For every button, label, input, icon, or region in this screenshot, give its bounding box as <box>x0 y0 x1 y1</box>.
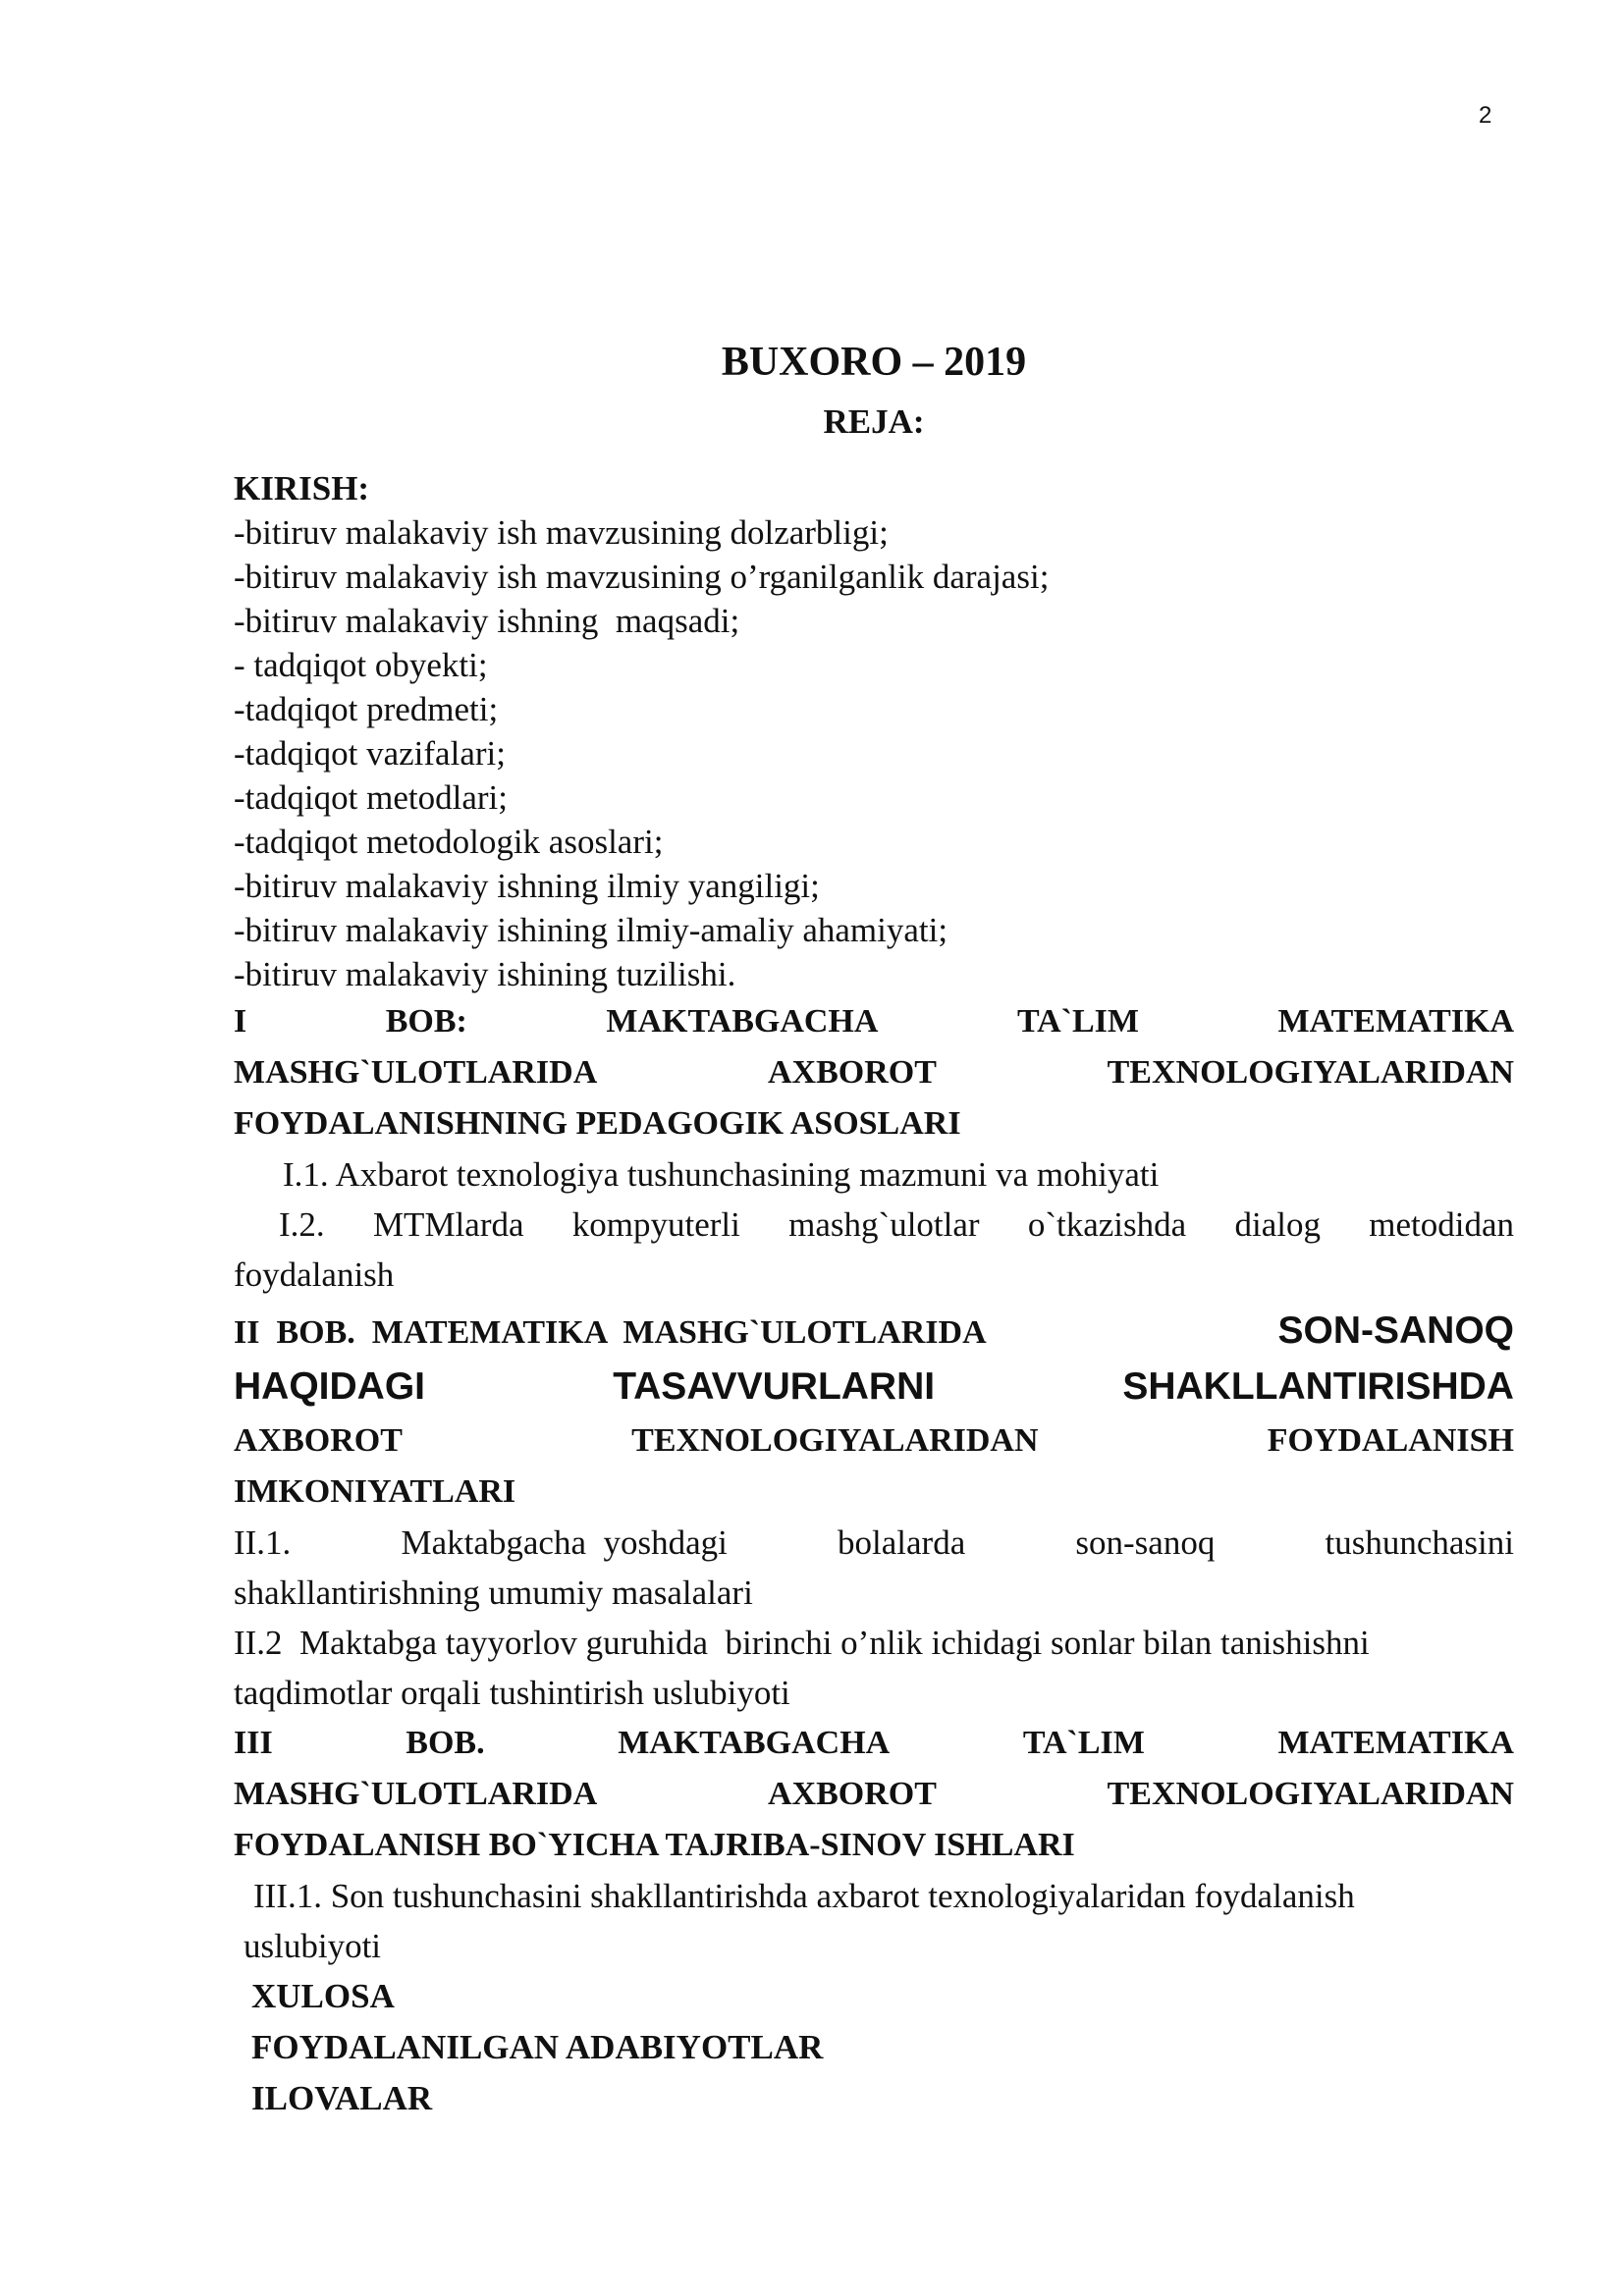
intro-item: -tadqiqot predmeti; <box>234 690 499 728</box>
chapter-2-word: FOYDALANISH <box>1267 1422 1514 1459</box>
section-3-1-text: III.1. Son tushunchasini shakllantirishda axbarot texnologiyalaridan foydalanish <box>253 1877 1355 1915</box>
page-number: 2 <box>1479 102 1492 129</box>
section-1-2-text: foydalanish <box>234 1255 395 1294</box>
intro-item: -tadqiqot metodologik asoslari; <box>234 823 664 861</box>
section-2-1-word: Maktabgacha yoshdagi <box>401 1523 728 1562</box>
section-2-1-text: shakllantirishning umumiy masalalari <box>234 1574 753 1612</box>
appendices-heading: ILOVALAR <box>251 2079 433 2117</box>
chapter-2-word: HAQIDAGI <box>234 1365 425 1408</box>
intro-item: -tadqiqot metodlari; <box>234 778 508 817</box>
section-1-2-word: mashg`ulotlar <box>788 1205 980 1244</box>
chapter-1-word: MASHG`ULOTLARIDA <box>234 1054 598 1091</box>
section-1-2-word: o`tkazishda <box>1027 1205 1187 1244</box>
chapter-1-line: FOYDALANISHNING PEDAGOGIK ASOSLARI <box>234 1105 961 1142</box>
section-2-1-word: son-sanoq <box>1075 1523 1216 1562</box>
chapter-3-word: III <box>234 1725 273 1761</box>
section-1-1-text: I.1. Axbarot texnologiya tushunchasining mazmuni va mohiyati <box>283 1155 1160 1194</box>
intro-item: -bitiruv malakaviy ish mavzusining dolzarbligi; <box>234 513 889 552</box>
intro-item: -bitiruv malakaviy ishining tuzilishi. <box>234 955 736 993</box>
table-of-contents <box>234 466 1514 2124</box>
section-1-2-word: metodidan <box>1369 1205 1514 1244</box>
intro-item: - tadqiqot obyekti; <box>234 646 488 684</box>
chapter-2-word: TASAVVURLARNI <box>613 1365 936 1408</box>
city-year: BUXORO – 2019 <box>721 340 1027 385</box>
chapter-1-word: I <box>234 1003 247 1040</box>
chapter-2-word: II BOB. MATEMATIKA MASHG`ULOTLARIDA <box>234 1314 987 1351</box>
section-1-2 <box>234 1200 1514 1300</box>
chapter-1-heading <box>234 996 1514 1149</box>
chapter-2-word: AXBOROT <box>234 1422 403 1459</box>
intro-item: -bitiruv malakaviy ishning maqsadi; <box>234 602 740 640</box>
chapter-3-heading <box>234 1718 1514 1871</box>
section-3-1-text: uslubiyoti <box>244 1927 382 1965</box>
chapter-3-word: MAKTABGACHA <box>618 1725 891 1761</box>
section-2-1 <box>234 1518 1514 1618</box>
chapter-1-word: TEXNOLOGIYALARIDAN <box>1107 1054 1514 1091</box>
chapter-2-word: SON-SANOQ <box>1277 1309 1514 1352</box>
conclusion-heading: XULOSA <box>251 1977 395 2015</box>
chapter-2-word: TEXNOLOGIYALARIDAN <box>631 1422 1039 1459</box>
intro-item: -bitiruv malakaviy ish mavzusining o’rganilganlik darajasi; <box>234 558 1050 596</box>
intro-heading: KIRISH: <box>234 469 370 507</box>
intro-item: -tadqiqot vazifalari; <box>234 734 506 773</box>
section-2-2 <box>234 1618 1514 1718</box>
chapter-3-word: TEXNOLOGIYALARIDAN <box>1107 1776 1514 1812</box>
section-1-2-word: I.2. <box>279 1205 325 1244</box>
chapter-2-line: IMKONIYATLARI <box>234 1473 516 1510</box>
references-heading: FOYDALANILGAN ADABIYOTLAR <box>251 2028 824 2066</box>
chapter-3-word: MASHG`ULOTLARIDA <box>234 1776 598 1812</box>
chapter-3-word: MATEMATIKA <box>1277 1725 1514 1761</box>
intro-item: -bitiruv malakaviy ishning ilmiy yangiligi; <box>234 867 820 905</box>
chapter-2-heading <box>234 1306 1514 1518</box>
section-2-2-text: taqdimotlar orqali tushintirish uslubiyoti <box>234 1674 790 1712</box>
section-1-2-word: dialog <box>1234 1205 1321 1244</box>
chapter-3-word: TA`LIM <box>1022 1725 1145 1761</box>
section-2-1-word: II.1. <box>234 1523 292 1562</box>
intro-item: -bitiruv malakaviy ishining ilmiy-amaliy ahamiyati; <box>234 911 948 949</box>
section-1-2-word: kompyuterli <box>571 1205 740 1244</box>
chapter-2-word: SHAKLLANTIRISHDA <box>1122 1365 1514 1408</box>
chapter-1-word: BOB: <box>385 1003 467 1040</box>
chapter-1-word: TA`LIM <box>1016 1003 1139 1040</box>
plan-title: REJA: <box>823 402 925 441</box>
section-2-1-word: bolalarda <box>838 1523 966 1562</box>
section-2-2-text: II.2 Maktabga tayyorlov guruhida birinchi o’nlik ichidagi sonlar bilan tanishishni <box>234 1624 1370 1662</box>
chapter-3-word: AXBOROT <box>767 1776 937 1812</box>
section-3-1 <box>234 1871 1514 1971</box>
chapter-1-word: MAKTABGACHA <box>606 1003 879 1040</box>
chapter-3-line: FOYDALANISH BO`YICHA TAJRIBA-SINOV ISHLARI <box>234 1827 1075 1863</box>
chapter-1-word: MATEMATIKA <box>1277 1003 1514 1040</box>
intro-list <box>234 510 1514 996</box>
section-1-2-word: MTMlarda <box>372 1205 524 1244</box>
section-2-1-word: tushunchasini <box>1325 1523 1514 1562</box>
chapter-1-word: AXBOROT <box>767 1054 937 1091</box>
section-1-1 <box>234 1149 1514 1200</box>
chapter-3-word: BOB. <box>406 1725 485 1761</box>
